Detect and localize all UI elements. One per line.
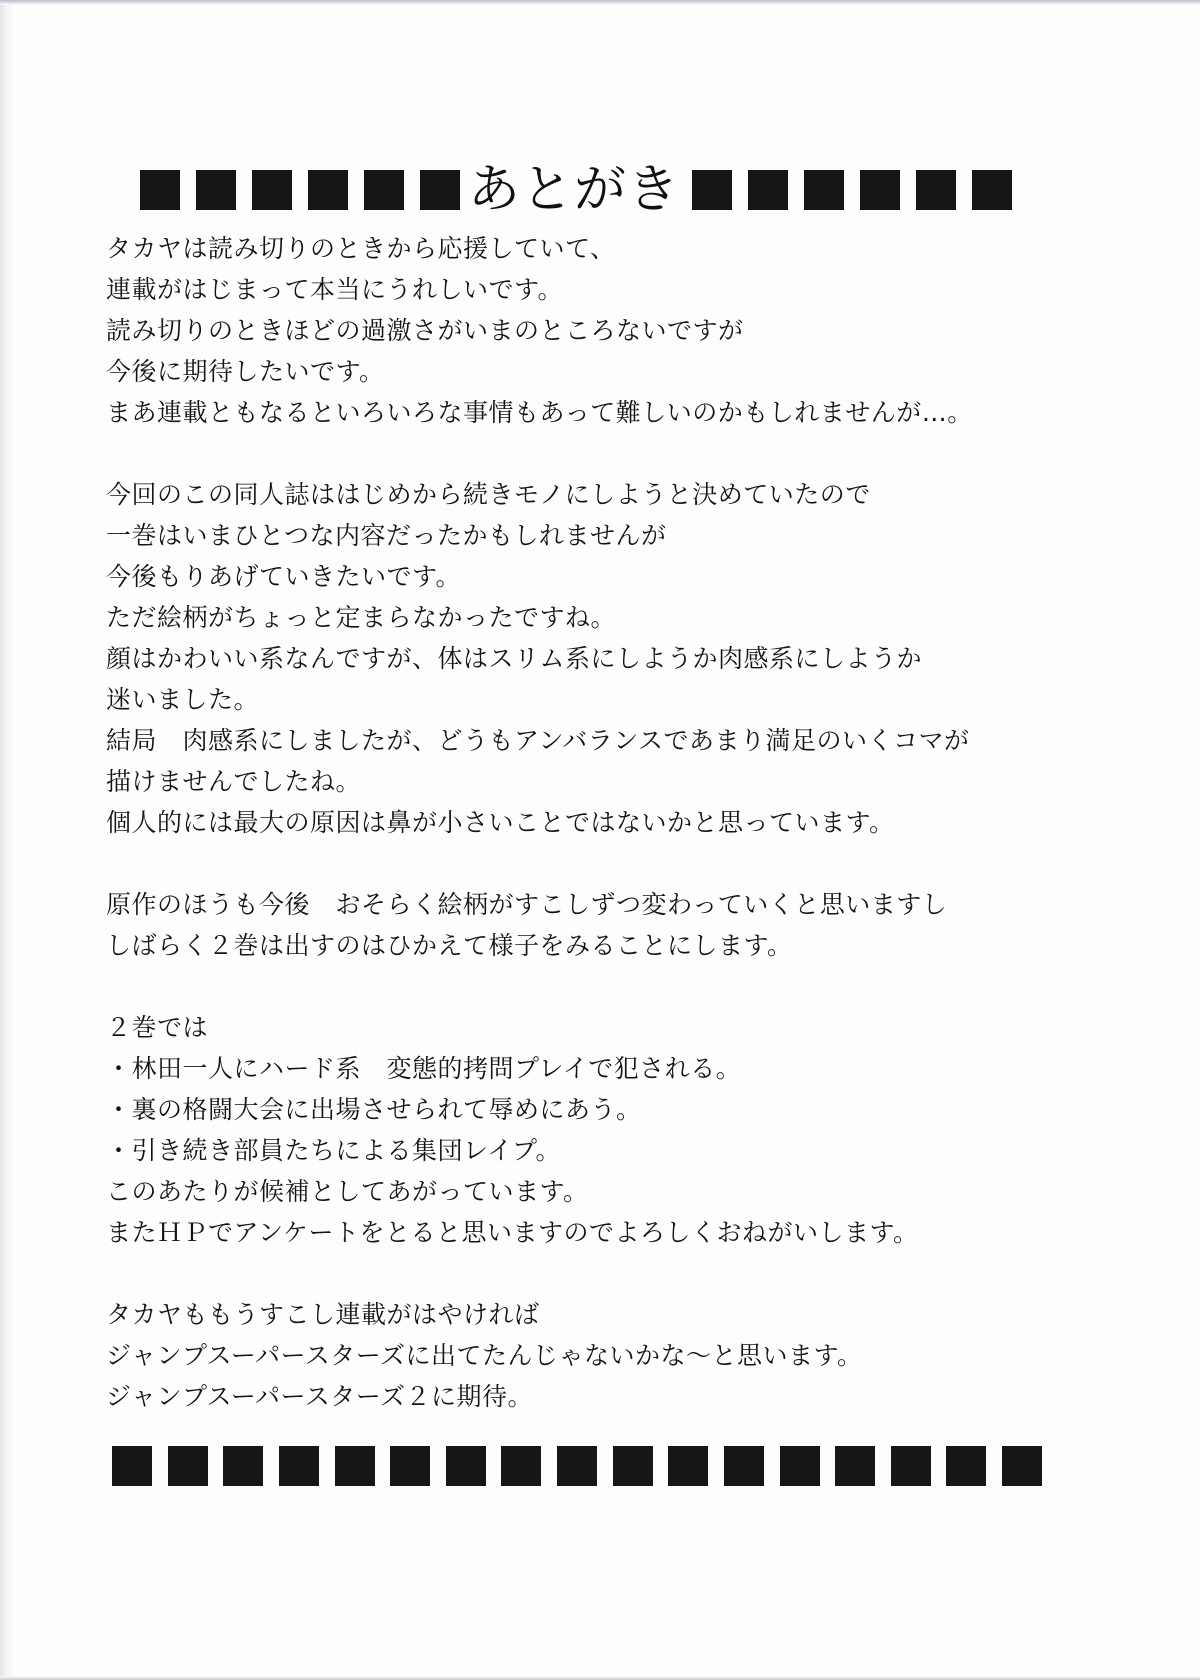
footer-square-decoration xyxy=(279,1446,319,1486)
text-line: しばらく２巻は出すのはひかえて様子をみることにします。 xyxy=(106,931,793,960)
text-line: 読み切りのときほどの過激さがいまのところないですが xyxy=(106,316,744,345)
footer-square-decoration xyxy=(724,1446,764,1486)
text-line: 描けませんでしたね。 xyxy=(106,767,362,796)
footer-square-decoration xyxy=(390,1446,430,1486)
footer-square-decoration xyxy=(668,1446,708,1486)
text-line: タカヤは読み切りのときから応援していて、 xyxy=(106,234,616,263)
heading-square-decoration xyxy=(804,170,844,210)
text-line: 今回のこの同人誌ははじめから続きモノにしようと決めていたので xyxy=(106,480,871,509)
footer-square-decoration xyxy=(780,1446,820,1486)
afterword-heading xyxy=(140,160,1020,220)
page-title: あとがき xyxy=(468,160,681,220)
text-line: このあたりが候補としてあがっています。 xyxy=(106,1177,589,1206)
heading-square-decoration xyxy=(916,170,956,210)
heading-square-decoration xyxy=(692,170,732,210)
text-line: 原作のほうも今後 おそらく絵柄がすこしずつ変わっていくと思いますし xyxy=(106,890,948,919)
page-left-edge xyxy=(0,0,14,1680)
paragraph xyxy=(106,228,1086,433)
heading-square-decoration xyxy=(252,170,292,210)
footer-square-decoration xyxy=(946,1446,986,1486)
text-line: ジャンプスーパースターズに出てたんじゃないかな～と思います。 xyxy=(106,1341,863,1370)
paragraph xyxy=(106,884,1086,966)
text-line: タカヤももうすこし連載がはやければ xyxy=(106,1300,540,1329)
afterword-body xyxy=(106,228,1086,1417)
text-line: 一巻はいまひとつな内容だったかもしれませんが xyxy=(106,521,667,550)
text-line: 連載がはじまって本当にうれしいです。 xyxy=(106,275,564,304)
paragraph xyxy=(106,474,1086,843)
text-line: ・裏の格闘大会に出場させられて辱めにあう。 xyxy=(106,1095,642,1124)
footer-square-decoration xyxy=(446,1446,486,1486)
text-line: 顔はかわいい系なんですが、体はスリム系にしようか肉感系にしようか xyxy=(106,644,923,673)
paragraph-gap xyxy=(106,1253,1086,1294)
paragraph xyxy=(106,1294,1086,1417)
footer-square-decoration xyxy=(613,1446,653,1486)
footer-square-decoration xyxy=(112,1446,152,1486)
footer-square-decoration xyxy=(223,1446,263,1486)
footer-square-decoration xyxy=(1002,1446,1042,1486)
paragraph-gap xyxy=(106,966,1086,1007)
heading-square-decoration xyxy=(748,170,788,210)
text-line: ・林田一人にハード系 変態的拷問プレイで犯される。 xyxy=(106,1054,742,1083)
heading-square-decoration xyxy=(196,170,236,210)
text-line: 今後に期待したいです。 xyxy=(106,357,385,386)
text-line: 迷いました。 xyxy=(106,685,260,714)
paragraph xyxy=(106,1007,1086,1253)
paragraph-gap xyxy=(106,843,1086,884)
text-line: ・引き続き部員たちによる集団レイプ。 xyxy=(106,1136,562,1165)
text-line: ただ絵柄がちょっと定まらなかったですね。 xyxy=(106,603,617,632)
text-line: まあ連載ともなるといろいろな事情もあって難しいのかもしれませんが…。 xyxy=(106,398,973,427)
text-line: ジャンプスーパースターズ２に期待。 xyxy=(106,1382,534,1411)
footer-square-decoration xyxy=(557,1446,597,1486)
footer-square-decoration xyxy=(891,1446,931,1486)
footer-square-decoration xyxy=(168,1446,208,1486)
page-bottom-edge xyxy=(0,1676,1200,1680)
text-line: またＨＰでアンケートをとると思いますのでよろしくおねがいします。 xyxy=(106,1218,919,1247)
text-line: 今後もりあげていきたいです。 xyxy=(106,562,462,591)
footer-square-decoration xyxy=(501,1446,541,1486)
heading-square-decoration xyxy=(860,170,900,210)
page-top-edge xyxy=(0,0,1200,5)
footer-square-decoration xyxy=(335,1446,375,1486)
heading-square-decoration xyxy=(308,170,348,210)
text-line: ２巻では xyxy=(106,1013,209,1042)
footer-square-decoration xyxy=(835,1446,875,1486)
paragraph-gap xyxy=(106,433,1086,474)
heading-square-decoration xyxy=(364,170,404,210)
heading-square-decoration xyxy=(972,170,1012,210)
footer-square-divider xyxy=(112,1446,1042,1486)
heading-square-decoration xyxy=(420,170,460,210)
heading-square-decoration xyxy=(140,170,180,210)
text-line: 結局 肉感系にしましたが、どうもアンバランスであまり満足のいくコマが xyxy=(106,726,970,755)
text-line: 個人的には最大の原因は鼻が小さいことではないかと思っています。 xyxy=(106,808,895,837)
